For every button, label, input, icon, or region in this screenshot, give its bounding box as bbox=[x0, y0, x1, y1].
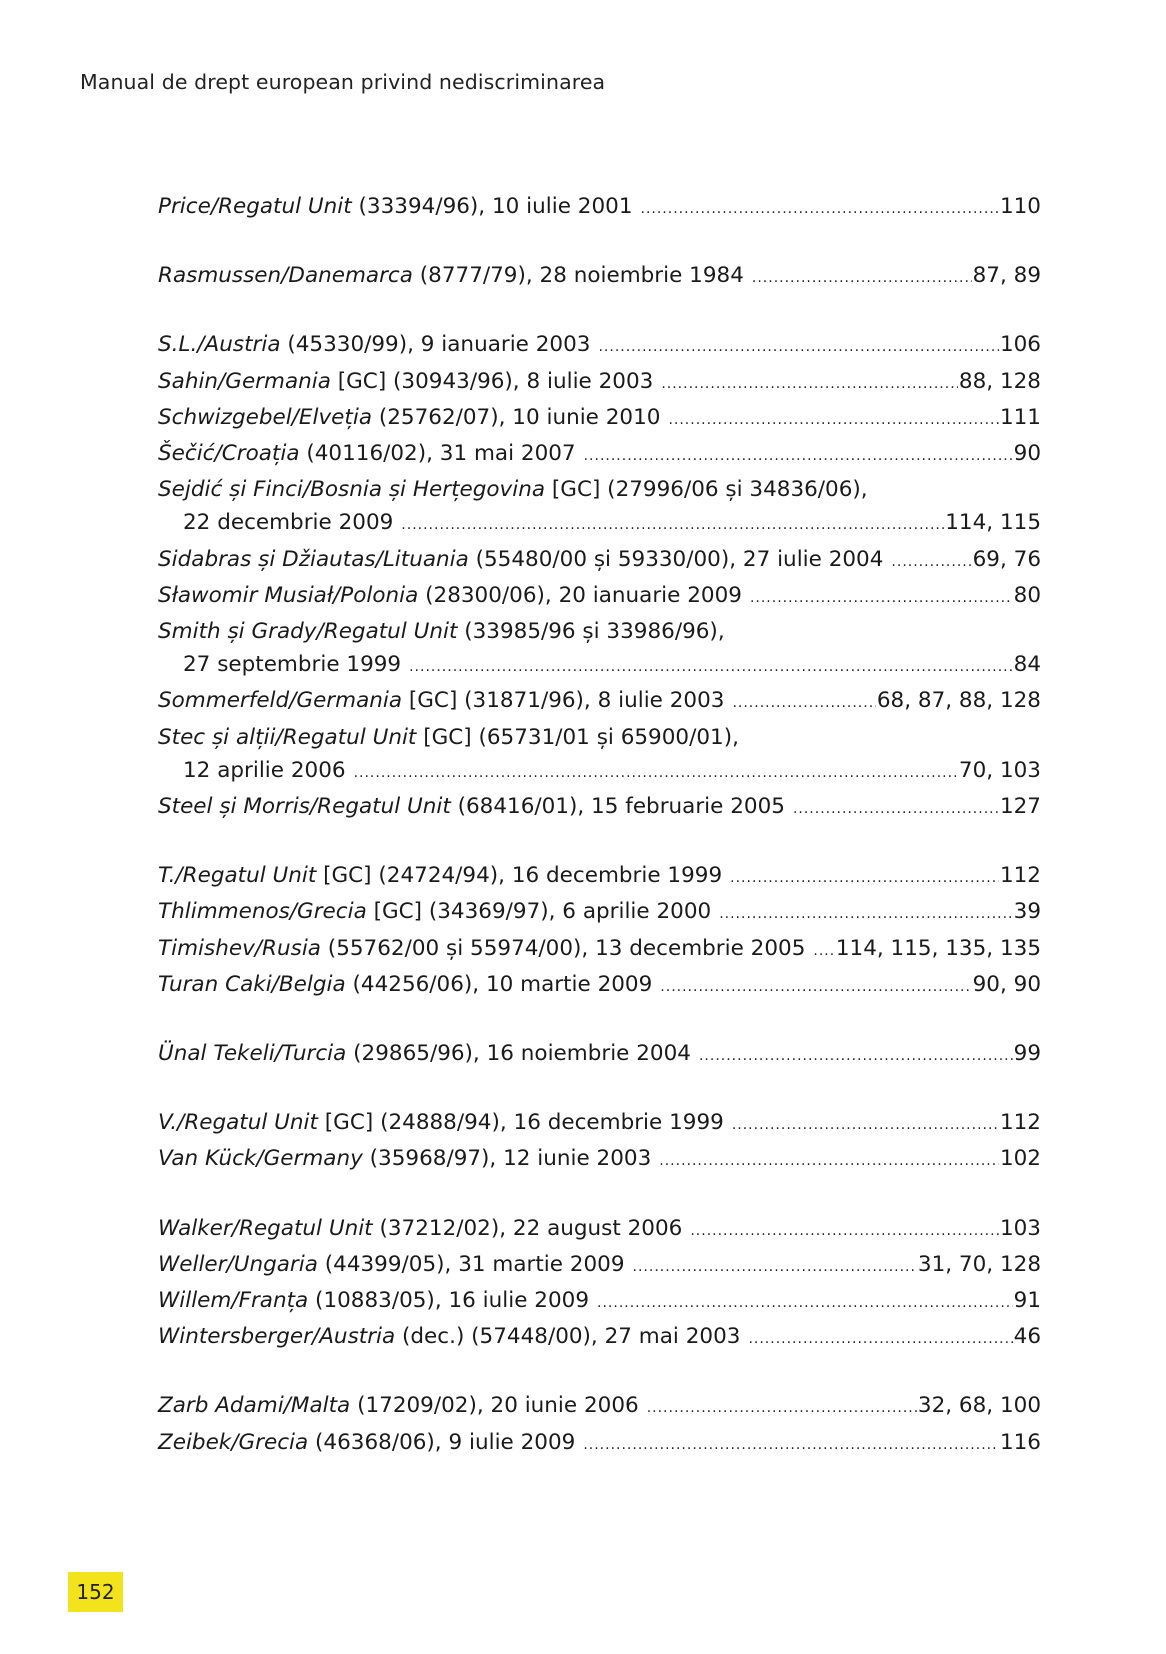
dot-leader bbox=[719, 898, 1012, 931]
page-number-badge bbox=[68, 1572, 123, 1612]
case-name: Ünal Tekeli/Turcia bbox=[158, 1041, 347, 1067]
case-name: Rasmussen/Danemarca bbox=[158, 263, 413, 289]
index-group bbox=[158, 1106, 1041, 1178]
dot-leader bbox=[598, 331, 998, 364]
case-details: (10883/05), 16 iulie 2009 bbox=[308, 1288, 590, 1314]
case-date-continuation: 27 septembrie 1999 bbox=[183, 652, 402, 678]
case-details: (37212/02), 22 august 2006 bbox=[372, 1215, 683, 1241]
case-name: Willem/Franța bbox=[158, 1288, 309, 1314]
page-references: 87, 89 bbox=[972, 263, 1041, 289]
index-group bbox=[158, 1037, 1041, 1073]
dot-leader bbox=[660, 971, 971, 1004]
running-header: Manual de drept european privind nediscriminarea bbox=[80, 70, 606, 94]
index-entry bbox=[158, 1284, 1041, 1320]
case-name: Walker/Regatul Unit bbox=[158, 1215, 373, 1241]
dot-leader bbox=[583, 1429, 999, 1462]
case-details: (44256/06), 10 martie 2009 bbox=[345, 971, 653, 997]
case-details: (45330/99), 9 ianuarie 2003 bbox=[280, 332, 591, 358]
page-references: 112 bbox=[999, 1110, 1041, 1136]
case-index bbox=[158, 190, 1041, 1495]
page-references: 110 bbox=[999, 194, 1041, 219]
case-name: V./Regatul Unit bbox=[158, 1110, 318, 1136]
page-references: 90, 90 bbox=[972, 971, 1041, 997]
index-entry bbox=[158, 473, 1041, 542]
index-entry bbox=[158, 1248, 1041, 1284]
index-entry bbox=[158, 615, 1041, 684]
case-name: Sławomir Musiał/Polonia bbox=[158, 582, 419, 608]
dot-leader bbox=[891, 546, 971, 579]
case-details: [GC] (65731/01 și 65900/01), bbox=[416, 724, 739, 750]
page-references: 84 bbox=[1013, 652, 1041, 678]
page-references: 103 bbox=[999, 1215, 1041, 1241]
case-name: Sahin/Germania bbox=[158, 368, 331, 394]
page-references: 70, 103 bbox=[958, 757, 1041, 783]
case-name: Steel și Morris/Regatul Unit bbox=[158, 794, 451, 820]
dot-leader bbox=[633, 1251, 917, 1284]
index-entry bbox=[158, 1106, 1041, 1142]
case-details: (55480/00 și 59330/00), 27 iulie 2004 bbox=[468, 546, 884, 572]
case-name: Zeibek/Grecia bbox=[158, 1429, 309, 1455]
dot-leader bbox=[730, 862, 999, 895]
dot-leader bbox=[690, 1215, 999, 1248]
case-name: Sommerfeld/Germania bbox=[158, 688, 403, 714]
page-references: 127 bbox=[999, 794, 1041, 820]
dot-leader bbox=[409, 651, 1013, 684]
index-entry bbox=[158, 437, 1041, 473]
case-details: (55762/00 și 55974/00), 13 decembrie 2005 bbox=[320, 935, 806, 961]
index-entry bbox=[158, 190, 1041, 226]
page-references: 88, 128 bbox=[958, 368, 1041, 394]
index-entry bbox=[158, 365, 1041, 401]
case-details: [GC] (34369/97), 6 aprilie 2000 bbox=[366, 899, 712, 925]
case-name: Thlimmenos/Grecia bbox=[158, 899, 367, 925]
case-details: [GC] (31871/96), 8 iulie 2003 bbox=[402, 688, 725, 714]
case-details: (33394/96), 10 iulie 2001 bbox=[351, 194, 633, 219]
dot-leader bbox=[354, 757, 958, 790]
index-entry bbox=[158, 1389, 1041, 1425]
page-references: 106 bbox=[999, 332, 1041, 358]
case-details: (28300/06), 20 ianuarie 2009 bbox=[418, 582, 742, 608]
index-entry bbox=[158, 401, 1041, 437]
index-group bbox=[158, 328, 1041, 826]
index-group bbox=[158, 1389, 1041, 1461]
dot-leader bbox=[661, 368, 958, 401]
case-details: [GC] (30943/96), 8 iulie 2003 bbox=[330, 368, 654, 394]
page-references: 31, 70, 128 bbox=[917, 1251, 1041, 1277]
dot-leader bbox=[668, 404, 999, 437]
page-references: 90 bbox=[1013, 441, 1041, 467]
index-group bbox=[158, 259, 1041, 295]
case-name: Sejdić și Finci/Bosnia și Herțegovina bbox=[158, 477, 546, 503]
dot-leader bbox=[813, 935, 834, 968]
case-name: Van Kück/Germany bbox=[158, 1146, 363, 1172]
dot-leader bbox=[647, 1392, 917, 1425]
page-references: 116 bbox=[999, 1429, 1041, 1455]
index-entry bbox=[158, 721, 1041, 790]
page-references: 69, 76 bbox=[972, 546, 1041, 572]
page-references: 111 bbox=[999, 404, 1041, 430]
page-references: 102 bbox=[999, 1146, 1041, 1172]
case-name: Zarb Adami/Malta bbox=[158, 1393, 351, 1419]
case-name: Schwizgebel/Elveția bbox=[158, 404, 372, 430]
dot-leader bbox=[401, 509, 944, 542]
case-name: Turan Caki/Belgia bbox=[158, 971, 346, 997]
index-entry bbox=[158, 859, 1041, 895]
index-entry bbox=[158, 968, 1041, 1004]
index-entry bbox=[158, 790, 1041, 826]
index-group bbox=[158, 859, 1041, 1004]
case-details: (25762/07), 10 iunie 2010 bbox=[372, 404, 661, 430]
case-name: T./Regatul Unit bbox=[158, 863, 317, 889]
index-entry bbox=[158, 579, 1041, 615]
page-references: 39 bbox=[1013, 899, 1041, 925]
case-name: Stec și alții/Regatul Unit bbox=[158, 724, 417, 750]
case-name: S.L./Austria bbox=[158, 332, 281, 358]
case-details: (46368/06), 9 iulie 2009 bbox=[308, 1429, 576, 1455]
dot-leader bbox=[752, 262, 972, 295]
page-number: 152 bbox=[76, 1580, 115, 1604]
case-details: (44399/05), 31 martie 2009 bbox=[317, 1251, 625, 1277]
dot-leader bbox=[641, 193, 999, 226]
page-references: 114, 115, 135, 135 bbox=[835, 935, 1041, 961]
index-entry bbox=[158, 259, 1041, 295]
index-group bbox=[158, 190, 1041, 226]
case-date-continuation: 12 aprilie 2006 bbox=[183, 757, 346, 783]
dot-leader bbox=[748, 1323, 1012, 1356]
index-entry bbox=[158, 1142, 1041, 1178]
page-references: 80 bbox=[1013, 582, 1041, 608]
page-references: 114, 115 bbox=[945, 510, 1041, 536]
case-name: Šečić/Croația bbox=[158, 441, 300, 467]
dot-leader bbox=[750, 582, 1013, 615]
case-details: [GC] (24724/94), 16 decembrie 1999 bbox=[316, 863, 723, 889]
dot-leader bbox=[732, 1109, 999, 1142]
case-details: [GC] (27996/06 și 34836/06), bbox=[545, 477, 868, 503]
dot-leader bbox=[699, 1040, 1013, 1073]
case-name: Price/Regatul Unit bbox=[158, 194, 352, 219]
case-name: Sidabras și Džiautas/Lituania bbox=[158, 546, 469, 572]
case-name: Smith și Grady/Regatul Unit bbox=[158, 619, 458, 645]
page-references: 99 bbox=[1013, 1041, 1041, 1067]
dot-leader bbox=[659, 1145, 999, 1178]
case-name: Timishev/Rusia bbox=[158, 935, 321, 961]
index-entry bbox=[158, 1212, 1041, 1248]
case-details: (dec.) (57448/00), 27 mai 2003 bbox=[395, 1324, 741, 1350]
case-name: Weller/Ungaria bbox=[158, 1251, 318, 1277]
index-entry bbox=[158, 1320, 1041, 1356]
index-entry bbox=[158, 932, 1041, 968]
page-references: 68, 87, 88, 128 bbox=[876, 688, 1041, 714]
case-details: (17209/02), 20 iunie 2006 bbox=[350, 1393, 639, 1419]
index-entry bbox=[158, 328, 1041, 364]
dot-leader bbox=[584, 440, 1013, 473]
case-details: (8777/79), 28 noiembrie 1984 bbox=[412, 263, 744, 289]
page-references: 46 bbox=[1013, 1324, 1041, 1350]
index-entry bbox=[158, 684, 1041, 720]
index-entry bbox=[158, 1426, 1041, 1462]
page-references: 91 bbox=[1013, 1288, 1041, 1314]
case-details: (33985/96 și 33986/96), bbox=[457, 619, 725, 645]
dot-leader bbox=[732, 687, 875, 720]
dot-leader bbox=[793, 793, 999, 826]
case-details: [GC] (24888/94), 16 decembrie 1999 bbox=[317, 1110, 724, 1136]
index-entry bbox=[158, 1037, 1041, 1073]
page-references: 112 bbox=[999, 863, 1041, 889]
index-entry bbox=[158, 895, 1041, 931]
case-details: (68416/01), 15 februarie 2005 bbox=[450, 794, 785, 820]
case-details: (35968/97), 12 iunie 2003 bbox=[362, 1146, 652, 1172]
case-name: Wintersberger/Austria bbox=[158, 1324, 396, 1350]
case-details: (40116/02), 31 mai 2007 bbox=[299, 441, 576, 467]
case-date-continuation: 22 decembrie 2009 bbox=[183, 510, 394, 536]
index-group bbox=[158, 1212, 1041, 1357]
page-references: 32, 68, 100 bbox=[917, 1393, 1041, 1419]
dot-leader bbox=[597, 1287, 1013, 1320]
case-details: (29865/96), 16 noiembrie 2004 bbox=[346, 1041, 691, 1067]
index-entry bbox=[158, 543, 1041, 579]
